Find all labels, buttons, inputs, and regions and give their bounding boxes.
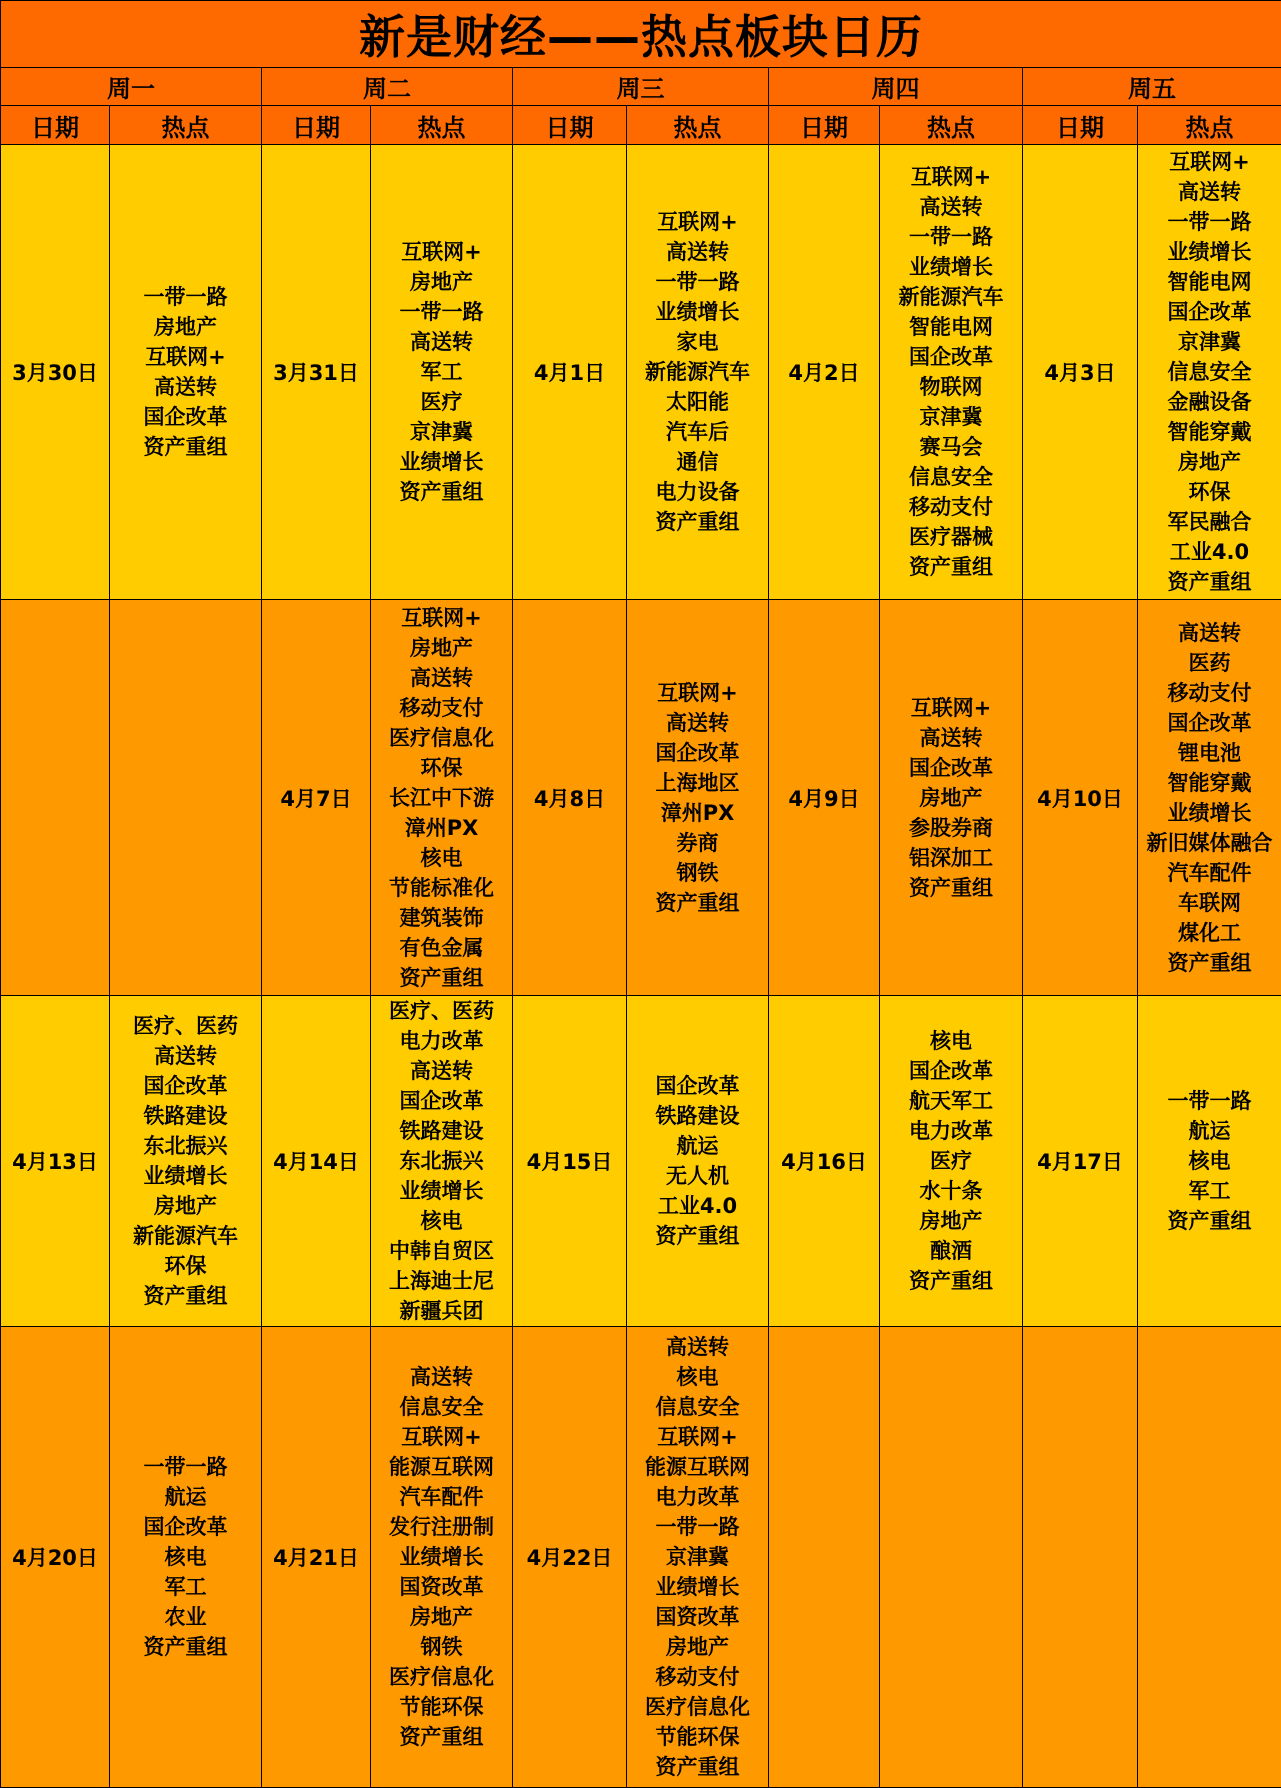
hot-sector-item: 工业4.0 — [627, 1191, 768, 1221]
hot-sector-item: 医疗信息化 — [371, 1662, 512, 1692]
hot-sector-item: 智能穿戴 — [1138, 768, 1281, 798]
hot-sector-item: 节能环保 — [371, 1692, 512, 1722]
weekday-header: 周三 — [513, 68, 769, 106]
hot-sectors-cell — [880, 1327, 1023, 1788]
hot-sector-item: 航运 — [627, 1131, 768, 1161]
hot-sector-item: 业绩增长 — [371, 1542, 512, 1572]
hot-sectors-cell — [110, 145, 262, 600]
hot-sectors-cell — [880, 996, 1023, 1327]
hot-sector-item: 房地产 — [880, 1206, 1022, 1236]
weekday-header: 周五 — [1023, 68, 1281, 106]
hot-sector-item: 高送转 — [371, 1362, 512, 1392]
date-cell: 4月10日 — [1023, 600, 1138, 996]
hot-sector-item: 资产重组 — [1138, 1206, 1281, 1236]
hot-sector-item: 电力设备 — [627, 477, 768, 507]
hot-column-header: 热点 — [110, 106, 262, 145]
hot-sector-item: 医疗信息化 — [371, 723, 512, 753]
hot-sectors-cell — [110, 600, 262, 996]
date-cell: 4月8日 — [513, 600, 627, 996]
hot-sector-item: 一带一路 — [880, 222, 1022, 252]
hot-sector-item: 核电 — [371, 1206, 512, 1236]
hot-sector-item: 发行注册制 — [371, 1512, 512, 1542]
hot-sector-item: 太阳能 — [627, 387, 768, 417]
hot-sector-item: 新疆兵团 — [371, 1296, 512, 1326]
hot-sector-item: 房地产 — [627, 1632, 768, 1662]
hot-sector-item: 上海迪士尼 — [371, 1266, 512, 1296]
hot-sector-item: 航运 — [1138, 1116, 1281, 1146]
hot-sector-item: 金融设备 — [1138, 387, 1281, 417]
hot-sector-item: 资产重组 — [110, 1281, 261, 1311]
hot-sector-item: 医疗、医药 — [110, 1011, 261, 1041]
weekday-header: 周一 — [1, 68, 262, 106]
hot-sector-item: 资产重组 — [627, 1752, 768, 1782]
hot-sector-item: 房地产 — [110, 1191, 261, 1221]
hot-sector-item: 汽车后 — [627, 417, 768, 447]
hot-sector-item: 水十条 — [880, 1176, 1022, 1206]
hot-sector-item: 长江中下游 — [371, 783, 512, 813]
hot-sector-item: 医药 — [1138, 648, 1281, 678]
hot-sector-item: 互联网+ — [627, 207, 768, 237]
hot-sector-item: 环保 — [1138, 477, 1281, 507]
hot-sector-item: 电力改革 — [627, 1482, 768, 1512]
hot-sector-item: 核电 — [880, 1026, 1022, 1056]
hot-sectors-cell — [1138, 996, 1281, 1327]
hot-sector-item: 业绩增长 — [1138, 798, 1281, 828]
week-row — [1, 1327, 1281, 1788]
hot-sector-item: 中韩自贸区 — [371, 1236, 512, 1266]
hot-sector-item: 军工 — [371, 357, 512, 387]
hot-sector-item: 医疗 — [880, 1146, 1022, 1176]
page-title: 新是财经——热点板块日历 — [1, 1, 1281, 68]
hot-sector-item: 锂电池 — [1138, 738, 1281, 768]
date-cell: 4月22日 — [513, 1327, 627, 1788]
weekday-header: 周四 — [769, 68, 1023, 106]
hot-sector-item: 资产重组 — [1138, 567, 1281, 597]
hot-sector-item: 医疗、医药 — [371, 996, 512, 1026]
hot-sector-item: 高送转 — [880, 192, 1022, 222]
week-row — [1, 145, 1281, 600]
hot-sector-item: 信息安全 — [627, 1392, 768, 1422]
hot-sector-item: 资产重组 — [627, 507, 768, 537]
hot-sector-item: 业绩增长 — [1138, 237, 1281, 267]
hot-sector-item: 信息安全 — [1138, 357, 1281, 387]
hot-sector-item: 军工 — [1138, 1176, 1281, 1206]
date-column-header: 日期 — [769, 106, 880, 145]
hot-sector-item: 有色金属 — [371, 933, 512, 963]
hot-column-header: 热点 — [371, 106, 513, 145]
hot-sector-item: 航运 — [110, 1482, 261, 1512]
date-cell: 4月1日 — [513, 145, 627, 600]
hot-sector-item: 一带一路 — [110, 282, 261, 312]
hot-sector-item: 医疗 — [371, 387, 512, 417]
hot-sector-item: 漳州PX — [627, 798, 768, 828]
hot-sector-item: 互联网+ — [1138, 147, 1281, 177]
hot-sectors-cell — [880, 145, 1023, 600]
hot-sector-item: 业绩增长 — [110, 1161, 261, 1191]
hot-sector-item: 钢铁 — [371, 1632, 512, 1662]
hot-sector-item: 京津冀 — [627, 1542, 768, 1572]
hot-sector-item: 航天军工 — [880, 1086, 1022, 1116]
hot-sector-item: 国资改革 — [627, 1602, 768, 1632]
hot-sector-item: 核电 — [627, 1362, 768, 1392]
hot-sector-item: 资产重组 — [371, 477, 512, 507]
hot-sector-item: 信息安全 — [371, 1392, 512, 1422]
date-cell: 4月7日 — [262, 600, 371, 996]
hot-sector-item: 房地产 — [371, 267, 512, 297]
hot-sectors-cell — [110, 996, 262, 1327]
week-row — [1, 996, 1281, 1327]
hot-sectors-cell — [371, 145, 513, 600]
hot-sector-item: 国资改革 — [371, 1572, 512, 1602]
hot-sector-item: 无人机 — [627, 1161, 768, 1191]
hot-sector-item: 互联网+ — [371, 1422, 512, 1452]
hot-sector-item: 核电 — [371, 843, 512, 873]
hot-sectors-cell — [627, 1327, 769, 1788]
hot-sectors-cell — [110, 1327, 262, 1788]
hot-sector-item: 房地产 — [371, 1602, 512, 1632]
hot-sector-item: 互联网+ — [627, 678, 768, 708]
hot-sector-item: 核电 — [110, 1542, 261, 1572]
hot-sector-item: 新能源汽车 — [110, 1221, 261, 1251]
hot-sector-item: 国企改革 — [371, 1086, 512, 1116]
hot-sector-item: 资产重组 — [627, 888, 768, 918]
hot-sectors-cell — [371, 996, 513, 1327]
hot-sector-item: 高送转 — [880, 723, 1022, 753]
hot-sector-item: 铁路建设 — [371, 1116, 512, 1146]
hot-sector-item: 高送转 — [371, 663, 512, 693]
hot-sector-item: 移动支付 — [880, 492, 1022, 522]
hot-sector-item: 国企改革 — [880, 1056, 1022, 1086]
hot-sector-item: 铁路建设 — [627, 1101, 768, 1131]
hot-sector-item: 高送转 — [110, 1041, 261, 1071]
hot-sector-item: 新能源汽车 — [880, 282, 1022, 312]
hot-sectors-cell — [1138, 145, 1281, 600]
hot-sector-item: 互联网+ — [371, 603, 512, 633]
date-cell: 4月16日 — [769, 996, 880, 1327]
hot-sector-item: 东北振兴 — [371, 1146, 512, 1176]
hot-sector-item: 能源互联网 — [627, 1452, 768, 1482]
hot-sector-item: 物联网 — [880, 372, 1022, 402]
hot-sector-item: 京津冀 — [1138, 327, 1281, 357]
hot-sector-item: 资产重组 — [880, 873, 1022, 903]
hot-sector-item: 业绩增长 — [627, 1572, 768, 1602]
hot-sector-item: 漳州PX — [371, 813, 512, 843]
hot-sector-item: 煤化工 — [1138, 918, 1281, 948]
date-cell — [769, 1327, 880, 1788]
hot-sector-item: 智能电网 — [880, 312, 1022, 342]
hot-sector-item: 家电 — [627, 327, 768, 357]
hot-column-header: 热点 — [880, 106, 1023, 145]
hot-sector-item: 新旧媒体融合 — [1138, 828, 1281, 858]
hot-sector-item: 国企改革 — [110, 1071, 261, 1101]
date-cell: 4月21日 — [262, 1327, 371, 1788]
weekday-header-row — [1, 68, 1281, 106]
hot-sector-item: 酿酒 — [880, 1236, 1022, 1266]
date-column-header: 日期 — [513, 106, 627, 145]
hot-sector-item: 房地产 — [880, 783, 1022, 813]
hot-sector-item: 国企改革 — [627, 738, 768, 768]
hot-sector-item: 信息安全 — [880, 462, 1022, 492]
hot-sector-item: 通信 — [627, 447, 768, 477]
date-cell: 4月2日 — [769, 145, 880, 600]
hot-sector-item: 资产重组 — [371, 1722, 512, 1752]
hot-sectors-cell — [627, 145, 769, 600]
hot-sector-item: 资产重组 — [880, 552, 1022, 582]
hot-sector-item: 房地产 — [371, 633, 512, 663]
hot-sector-item: 高送转 — [371, 327, 512, 357]
hot-sector-item: 一带一路 — [627, 267, 768, 297]
hot-sector-item: 能源互联网 — [371, 1452, 512, 1482]
hot-sector-item: 一带一路 — [1138, 1086, 1281, 1116]
date-cell: 4月3日 — [1023, 145, 1138, 600]
hot-sector-item: 上海地区 — [627, 768, 768, 798]
date-cell: 4月17日 — [1023, 996, 1138, 1327]
hot-sector-item: 业绩增长 — [371, 447, 512, 477]
hot-sector-item: 国企改革 — [110, 402, 261, 432]
date-cell — [1, 600, 110, 996]
hot-sector-item: 国企改革 — [880, 342, 1022, 372]
hot-sector-item: 新能源汽车 — [627, 357, 768, 387]
hot-sector-item: 互联网+ — [110, 342, 261, 372]
hot-sector-item: 建筑装饰 — [371, 903, 512, 933]
hot-sector-item: 电力改革 — [880, 1116, 1022, 1146]
hot-sector-item: 互联网+ — [880, 693, 1022, 723]
hot-sector-item: 军民融合 — [1138, 507, 1281, 537]
date-cell: 4月15日 — [513, 996, 627, 1327]
hot-sector-item: 节能环保 — [627, 1722, 768, 1752]
hot-sector-item: 车联网 — [1138, 888, 1281, 918]
hot-sector-item: 高送转 — [371, 1056, 512, 1086]
hot-sector-item: 智能电网 — [1138, 267, 1281, 297]
column-header-row — [1, 106, 1281, 145]
hot-sector-item: 一带一路 — [371, 297, 512, 327]
date-cell — [1023, 1327, 1138, 1788]
hot-sector-item: 国企改革 — [627, 1071, 768, 1101]
hot-sector-item: 参股券商 — [880, 813, 1022, 843]
hot-sector-item: 赛马会 — [880, 432, 1022, 462]
hot-sector-item: 移动支付 — [627, 1662, 768, 1692]
date-column-header: 日期 — [1, 106, 110, 145]
hot-sector-item: 业绩增长 — [627, 297, 768, 327]
week-row — [1, 600, 1281, 996]
hot-sector-item: 房地产 — [1138, 447, 1281, 477]
hot-sector-item: 环保 — [110, 1251, 261, 1281]
hot-sector-item: 资产重组 — [110, 432, 261, 462]
hot-sector-item: 钢铁 — [627, 858, 768, 888]
date-cell: 4月9日 — [769, 600, 880, 996]
hot-sector-item: 资产重组 — [110, 1632, 261, 1662]
hot-sector-item: 高送转 — [1138, 618, 1281, 648]
hot-sector-item: 高送转 — [627, 1332, 768, 1362]
date-column-header: 日期 — [1023, 106, 1138, 145]
hot-sector-item: 券商 — [627, 828, 768, 858]
hot-sector-item: 军工 — [110, 1572, 261, 1602]
hot-sector-item: 业绩增长 — [371, 1176, 512, 1206]
hot-sector-item: 高送转 — [1138, 177, 1281, 207]
hot-sectors-cell — [880, 600, 1023, 996]
hot-sectors-cell — [1138, 1327, 1281, 1788]
hot-sector-item: 资产重组 — [627, 1221, 768, 1251]
hot-sector-item: 资产重组 — [1138, 948, 1281, 978]
hot-sector-item: 互联网+ — [371, 237, 512, 267]
hot-sectors-cell — [1138, 600, 1281, 996]
hot-sector-item: 高送转 — [627, 708, 768, 738]
date-column-header: 日期 — [262, 106, 371, 145]
hot-sector-item: 电力改革 — [371, 1026, 512, 1056]
hot-sector-item: 汽车配件 — [1138, 858, 1281, 888]
hot-sector-item: 医疗器械 — [880, 522, 1022, 552]
hot-sector-item: 国企改革 — [880, 753, 1022, 783]
hot-sector-item: 京津冀 — [880, 402, 1022, 432]
date-cell: 4月14日 — [262, 996, 371, 1327]
hot-sector-item: 高送转 — [110, 372, 261, 402]
hot-column-header: 热点 — [1138, 106, 1281, 145]
hot-sector-item: 互联网+ — [880, 162, 1022, 192]
hot-sector-item: 移动支付 — [1138, 678, 1281, 708]
hot-sector-item: 核电 — [1138, 1146, 1281, 1176]
hot-sector-item: 铝深加工 — [880, 843, 1022, 873]
hot-sectors-cell — [627, 600, 769, 996]
hot-sector-item: 铁路建设 — [110, 1101, 261, 1131]
hot-column-header: 热点 — [627, 106, 769, 145]
date-cell: 3月30日 — [1, 145, 110, 600]
hot-sector-item: 工业4.0 — [1138, 537, 1281, 567]
hot-sector-item: 高送转 — [627, 237, 768, 267]
hot-sector-item: 一带一路 — [1138, 207, 1281, 237]
hot-sector-item: 房地产 — [110, 312, 261, 342]
hot-sector-item: 资产重组 — [371, 963, 512, 993]
hot-sectors-cell — [371, 1327, 513, 1788]
hot-sector-item: 互联网+ — [627, 1422, 768, 1452]
hot-sector-item: 京津冀 — [371, 417, 512, 447]
hot-sector-item: 汽车配件 — [371, 1482, 512, 1512]
date-cell: 4月20日 — [1, 1327, 110, 1788]
hot-sector-item: 智能穿戴 — [1138, 417, 1281, 447]
hot-sector-item: 环保 — [371, 753, 512, 783]
hot-sectors-cell — [371, 600, 513, 996]
hot-sector-item: 资产重组 — [880, 1266, 1022, 1296]
hot-sector-item: 一带一路 — [110, 1452, 261, 1482]
hot-sectors-cell — [627, 996, 769, 1327]
hot-sector-item: 医疗信息化 — [627, 1692, 768, 1722]
hot-sector-item: 一带一路 — [627, 1512, 768, 1542]
hot-sector-item: 东北振兴 — [110, 1131, 261, 1161]
hot-sector-item: 业绩增长 — [880, 252, 1022, 282]
weekday-header: 周二 — [262, 68, 513, 106]
hot-sector-item: 国企改革 — [110, 1512, 261, 1542]
hot-sector-item: 农业 — [110, 1602, 261, 1632]
hot-sector-item: 国企改革 — [1138, 297, 1281, 327]
date-cell: 4月13日 — [1, 996, 110, 1327]
date-cell: 3月31日 — [262, 145, 371, 600]
hot-sector-item: 节能标准化 — [371, 873, 512, 903]
hot-sector-item: 移动支付 — [371, 693, 512, 723]
hot-sector-item: 国企改革 — [1138, 708, 1281, 738]
